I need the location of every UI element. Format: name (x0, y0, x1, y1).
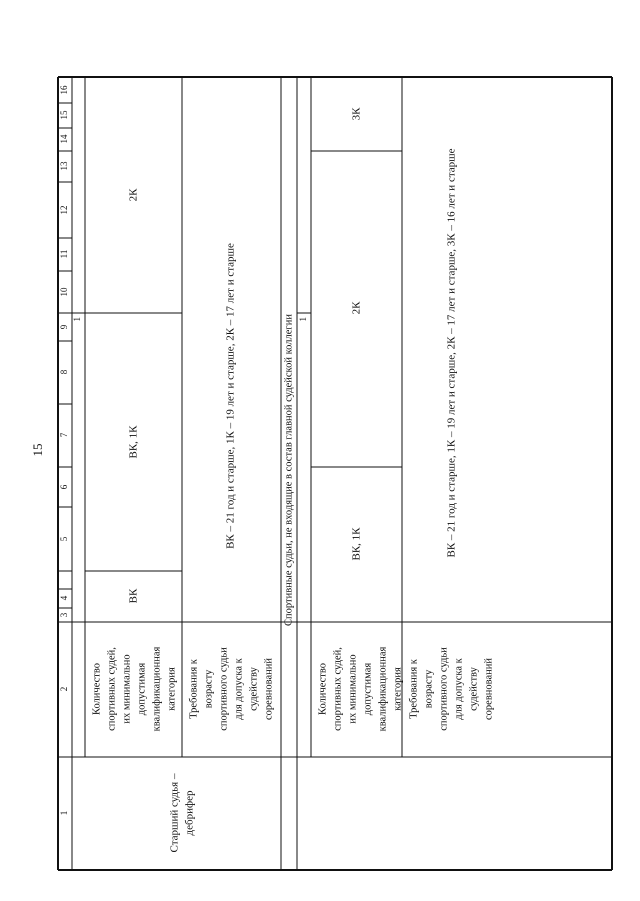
row1-count-label-line-4: допустимая (136, 662, 148, 716)
row1-position-line-2: дебрифер (183, 790, 196, 836)
row2-count-label-line-5: квалификационная (377, 646, 389, 732)
column-header-15: 15 (59, 110, 70, 120)
row1-age-label-line-1: Требования к (188, 659, 200, 719)
row1-count-label-line-2: спортивных судей, (106, 647, 118, 731)
row2-age-label-line-2: возрасту (423, 669, 435, 709)
row1-count-label-line-3: их минимально (121, 654, 133, 724)
row2-count-label-line-3: их минимально (347, 654, 359, 724)
table-grid (58, 77, 612, 870)
column-header-11: 11 (59, 249, 70, 259)
row2-count-vk1k: ВК, 1К (350, 527, 363, 561)
row2-count-3k: 3К (350, 107, 363, 121)
row1-sub-counter: 1 (72, 317, 83, 322)
row1-count-label-line-6: категория (166, 667, 178, 711)
row1-age-label-line-6: соревнований (263, 658, 275, 720)
row2-count-label-line-1: Количество (317, 662, 329, 716)
row1-age-value: ВК – 21 год и старше, 1К – 19 лет и старше, 2К – 17 лет и старше (224, 243, 237, 549)
row2-age-label-line-1: Требования к (408, 659, 420, 719)
row1-count-vk: ВК (127, 588, 140, 604)
column-header-14: 14 (59, 134, 70, 144)
column-header-6: 6 (59, 484, 70, 490)
row1-position-line-1: Старший судья – (168, 773, 181, 853)
row1-count-label-line-1: Количество (91, 662, 103, 716)
column-header-7: 7 (59, 432, 70, 438)
row1-count-vk1k: ВК, 1К (127, 425, 140, 459)
column-header-4: 4 (59, 595, 70, 601)
row2-sub-counter: 1 (298, 317, 309, 322)
column-header-9: 9 (59, 324, 70, 330)
column-header-3: 3 (59, 612, 70, 618)
row2-count-label-line-4: допустимая (362, 662, 374, 716)
section-title: Спортивные судьи, не входящие в состав главной судейской коллегии (283, 314, 295, 626)
column-header-8: 8 (59, 369, 70, 375)
column-header-1: 1 (59, 810, 70, 816)
column-header-13: 13 (59, 161, 70, 171)
column-header-16: 16 (59, 85, 70, 95)
row2-age-label-line-6: соревнований (483, 658, 495, 720)
row1-age-label-line-5: судейству (248, 667, 260, 711)
row2-count-label-line-2: спортивных судей, (332, 647, 344, 731)
row2-age-label-line-4: для допуска к (453, 658, 465, 720)
row2-count-2k: 2К (350, 301, 363, 315)
column-header-2: 2 (59, 686, 70, 692)
row2-age-label-line-3: спортивного судьи (438, 647, 450, 731)
row1-age-label-line-3: спортивного судьи (218, 647, 230, 731)
row1-age-label-line-2: возрасту (203, 669, 215, 709)
row2-count-label-line-6: категория (392, 667, 404, 711)
column-header-12: 12 (59, 205, 70, 215)
row1-age-label-line-4: для допуска к (233, 658, 245, 720)
row2-age-value: ВК – 21 год и старше, 1К – 19 лет и старше, 2К – 17 лет и старше, 3К – 16 лет и старше (445, 148, 458, 558)
row2-age-label-line-5: судейству (468, 667, 480, 711)
column-header-5: 5 (59, 536, 70, 542)
row1-count-2k: 2К (127, 188, 140, 202)
column-header-10: 10 (59, 287, 70, 297)
row1-count-label-line-5: квалификационная (151, 646, 163, 732)
page-number: 15 (30, 443, 45, 457)
